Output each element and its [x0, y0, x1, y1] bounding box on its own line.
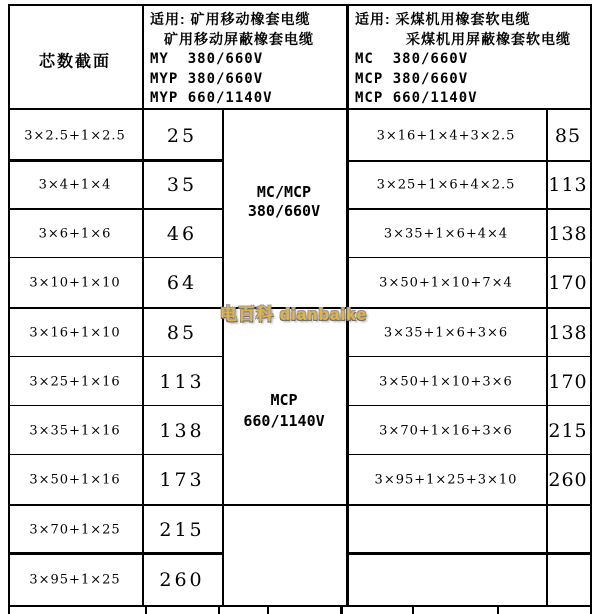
grid-line-row	[346, 160, 590, 162]
grid-line-row	[346, 405, 590, 406]
table-cell-value: 215	[159, 519, 205, 541]
table-cell-spec: 3×2.5+1×2.5	[24, 128, 126, 144]
table-cell-value: 138	[548, 223, 588, 245]
mid-cell-mcp-label: MCP	[270, 391, 298, 409]
watermark: 电百科 dianbaike	[220, 305, 368, 324]
grid-line-row	[346, 552, 590, 555]
left-header-model-myp-1140: MYP 660/1140V	[150, 90, 273, 106]
left-header-usage-line1: 适用: 矿用移动橡套电缆	[150, 11, 311, 27]
table-cell-spec: 3×95+1×25	[29, 572, 121, 588]
table-cell-spec: 3×70+1×16+3×6	[379, 423, 513, 439]
grid-line-row	[8, 454, 222, 455]
table-cell-spec: 3×35+1×16	[29, 423, 121, 439]
table-cell-value: 138	[548, 322, 588, 344]
grid-line-right	[590, 4, 592, 607]
grid-line-v-spec	[142, 4, 144, 605]
table-cell-spec: 3×6+1×6	[38, 226, 112, 242]
grid-line-stub	[8, 607, 10, 614]
grid-line-stub	[590, 607, 592, 614]
grid-line-row	[8, 552, 222, 555]
grid-line-row	[346, 356, 590, 357]
mid-cell-mc-mcp-label: MC/MCP	[256, 183, 312, 201]
table-cell-spec: 3×16+1×4+3×2.5	[376, 128, 516, 144]
table-cell-value: 46	[166, 223, 198, 245]
grid-line-row	[8, 405, 222, 406]
table-cell-value: 85	[166, 322, 198, 344]
grid-line-stub	[145, 607, 147, 614]
grid-line-row	[346, 257, 590, 258]
table-cell-value: 260	[159, 569, 205, 591]
grid-line-row	[346, 208, 590, 210]
right-header-model-mcp: MCP 380/660V	[355, 71, 469, 87]
mid-cell-mc-mcp-voltage: 380/660V	[247, 202, 321, 220]
grid-line-header	[8, 108, 590, 110]
mid-cell-mcp-voltage: 660/1140V	[243, 412, 325, 430]
table-cell-spec: 3×50+1×10+3×6	[379, 374, 513, 390]
grid-line-stub	[497, 607, 499, 614]
table-cell-value: 173	[159, 469, 205, 491]
table-cell-value: 85	[554, 125, 582, 147]
left-header-usage-line2: 矿用移动屏蔽橡套电缆	[164, 31, 314, 47]
right-header-usage-line2: 采煤机用屏蔽橡套软电缆	[406, 31, 571, 47]
grid-line-left	[8, 4, 10, 607]
table-cell-value: 215	[548, 420, 588, 442]
grid-line-top	[8, 4, 590, 6]
grid-line-stub	[412, 607, 414, 614]
table-cell-spec: 3×35+1×6+4×4	[383, 226, 509, 242]
grid-line-stub	[267, 607, 269, 614]
table-cell-spec: 3×50+1×10+7×4	[379, 275, 513, 291]
table-cell-spec: 3×16+1×10	[29, 325, 121, 341]
table-cell-spec: 3×25+1×16	[29, 374, 121, 390]
table-cell-spec: 3×10+1×10	[29, 275, 121, 291]
left-header-model-my: MY 380/660V	[150, 51, 264, 67]
table-cell-value: 25	[166, 125, 198, 147]
table-cell-spec: 3×35+1×6+3×6	[383, 325, 509, 341]
table-cell-value: 113	[159, 371, 205, 393]
right-header-model-mcp-1140: MCP 660/1140V	[355, 90, 478, 106]
left-header-model-myp: MYP 380/660V	[150, 71, 264, 87]
table-cell-value: 170	[548, 371, 588, 393]
grid-line-row	[8, 208, 222, 210]
grid-line-bottom	[8, 605, 590, 607]
table-cell-value: 138	[159, 420, 205, 442]
table-cell-spec: 3×25+1×6+4×2.5	[376, 177, 516, 193]
table-cell-value: 170	[548, 272, 588, 294]
table-cell-value: 260	[548, 469, 588, 491]
table-cell-spec: 3×70+1×25	[29, 522, 121, 538]
table-cell-value: 113	[548, 174, 588, 196]
table-cell-value: 35	[166, 174, 198, 196]
table-cell-spec: 3×50+1×16	[29, 472, 121, 488]
grid-line-row	[8, 356, 222, 357]
grid-line-stub	[340, 607, 343, 614]
right-header-usage-line1: 适用: 采煤机用橡套软电缆	[355, 11, 531, 27]
grid-line-row	[8, 257, 222, 258]
grid-line-stub	[218, 607, 220, 614]
grid-line-row	[8, 504, 590, 506]
grid-line-row	[8, 159, 222, 162]
table-cell-value: 64	[166, 272, 198, 294]
table-cell-spec: 3×4+1×4	[38, 177, 112, 193]
grid-line-row	[346, 454, 590, 455]
column-header-core-section: 芯数截面	[38, 53, 111, 71]
right-header-model-mc: MC 380/660V	[355, 51, 469, 67]
table-cell-spec: 3×95+1×25+3×10	[374, 472, 518, 488]
